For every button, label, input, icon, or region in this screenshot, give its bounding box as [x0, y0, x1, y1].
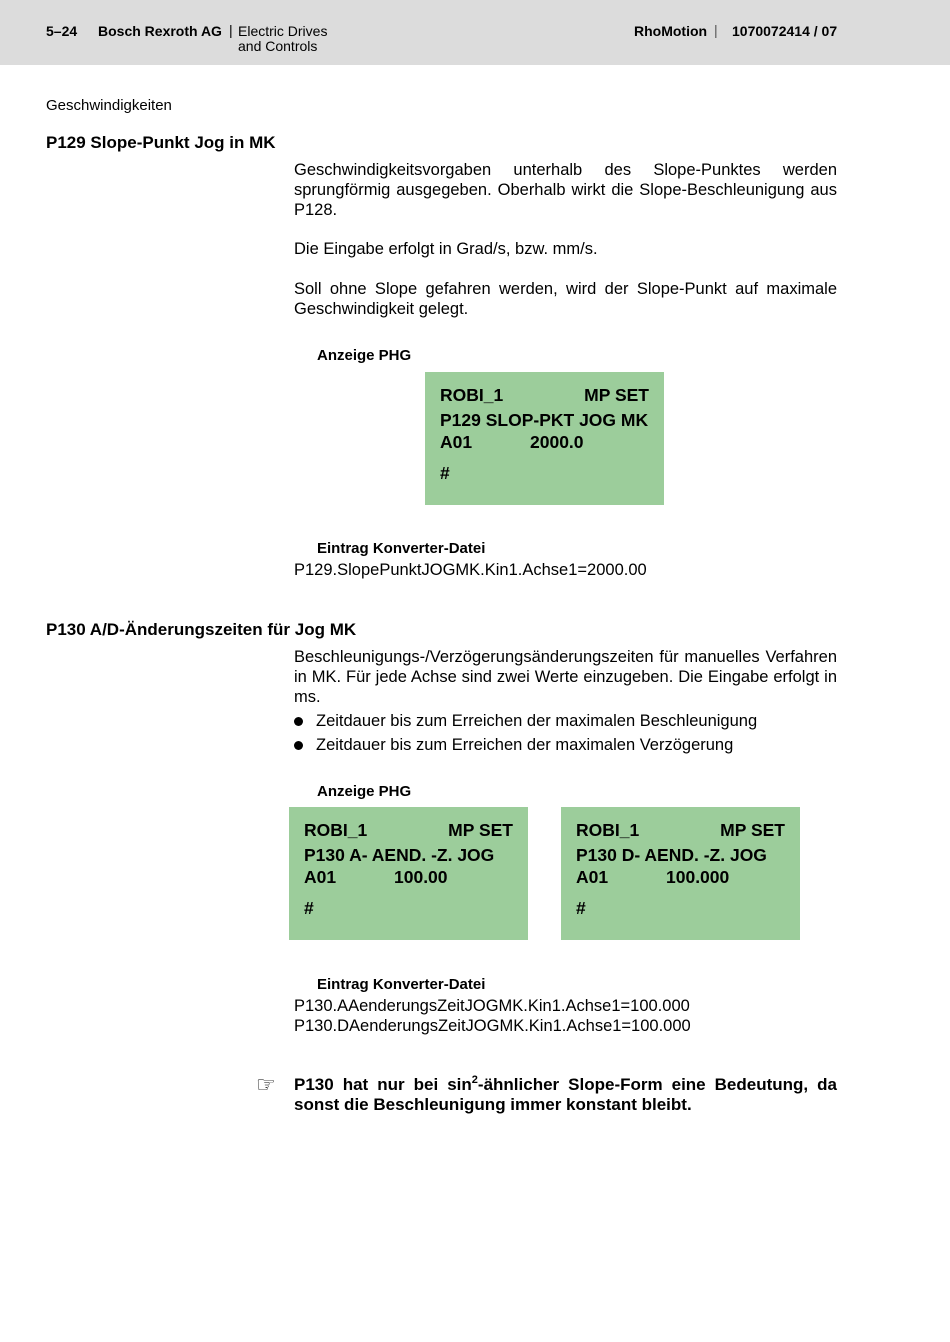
- display-param: P129 SLOP-PKT JOG MK: [440, 410, 649, 430]
- display-name: ROBI_1: [576, 820, 640, 840]
- p130-converter-entry-accel: P130.AAenderungsZeitJOGMK.Kin1.Achse1=100.000: [294, 997, 690, 1015]
- p130-converter-label: Eintrag Konverter-Datei: [317, 976, 486, 993]
- p129-paragraph-1: Geschwindigkeitsvorgaben unterhalb des Slope-Punktes werden sprungförmig ausgegeben. Oberhalb wirkt die Slope-Beschleunigung aus P128.: [294, 161, 837, 219]
- bullet-icon: [294, 741, 303, 750]
- p130-converter-entry-decel: P130.DAenderungsZeitJOGMK.Kin1.Achse1=100.000: [294, 1017, 691, 1035]
- p130-title: P130 A/D-Änderungszeiten für Jog MK: [46, 620, 357, 639]
- pointing-hand-icon: ☞: [256, 1072, 276, 1097]
- header-divider-2: |: [714, 22, 718, 38]
- p130-display-label: Anzeige PHG: [317, 783, 412, 800]
- display-mode: MP SET: [448, 820, 513, 840]
- p130-phg-display-accel: [289, 807, 528, 940]
- document-number: 1070072414 / 07: [732, 23, 838, 39]
- display-axis: A01: [576, 867, 609, 887]
- display-value: 100.00: [394, 867, 448, 887]
- display-cursor: #: [304, 898, 314, 918]
- note-text: [294, 1075, 837, 1115]
- display-mode: MP SET: [584, 385, 649, 405]
- p130-paragraph-1: Beschleunigungs-/Verzögerungsänderungszeiten für manuelles Verfahren in MK. Für jede Achse sind zwei Werte einzugeben. Die Eingabe erfolgt in ms.: [294, 648, 837, 706]
- section-label: Geschwindigkeiten: [46, 97, 172, 114]
- page-number: 5–24: [46, 23, 78, 39]
- display-param: P130 A- AEND. -Z. JOG: [304, 845, 495, 865]
- display-cursor: #: [576, 898, 586, 918]
- note-text-before: P130 hat nur bei sin: [294, 1075, 472, 1094]
- p129-converter-label: Eintrag Konverter-Datei: [317, 540, 486, 557]
- list-item-text: Zeitdauer bis zum Erreichen der maximalen Verzögerung: [316, 736, 734, 754]
- display-param: P130 D- AEND. -Z. JOG: [576, 845, 767, 865]
- header-divider: |: [229, 22, 233, 38]
- company-name: Bosch Rexroth AG: [98, 23, 222, 39]
- display-axis: A01: [304, 867, 337, 887]
- p130-phg-display-decel: [561, 807, 800, 940]
- product-name: RhoMotion: [634, 23, 708, 39]
- note-superscript: 2: [471, 1074, 478, 1086]
- division-line2: and Controls: [238, 38, 318, 54]
- display-value: 100.000: [666, 867, 730, 887]
- display-name: ROBI_1: [304, 820, 368, 840]
- page-header: [0, 0, 950, 65]
- division-line1: Electric Drives: [238, 23, 328, 39]
- display-value: 2000.0: [530, 432, 584, 452]
- display-axis: A01: [440, 432, 473, 452]
- p129-display-label: Anzeige PHG: [317, 347, 412, 364]
- note-text-after: -ähnlicher Slope-Form eine Bedeutung, da sonst die Beschleunigung immer konstant bleibt.: [294, 1075, 837, 1114]
- p129-converter-entry: P129.SlopePunktJOGMK.Kin1.Achse1=2000.00: [294, 561, 647, 579]
- p129-title: P129 Slope-Punkt Jog in MK: [46, 133, 276, 152]
- display-cursor: #: [440, 463, 450, 483]
- display-mode: MP SET: [720, 820, 785, 840]
- p129-paragraph-3: Soll ohne Slope gefahren werden, wird der Slope-Punkt auf maximale Geschwindigkeit gelegt.: [294, 280, 837, 318]
- p129-paragraph-2: Die Eingabe erfolgt in Grad/s, bzw. mm/s.: [294, 240, 598, 258]
- display-name: ROBI_1: [440, 385, 504, 405]
- bullet-icon: [294, 717, 303, 726]
- p129-phg-display: [425, 372, 664, 505]
- list-item-text: Zeitdauer bis zum Erreichen der maximalen Beschleunigung: [316, 712, 758, 730]
